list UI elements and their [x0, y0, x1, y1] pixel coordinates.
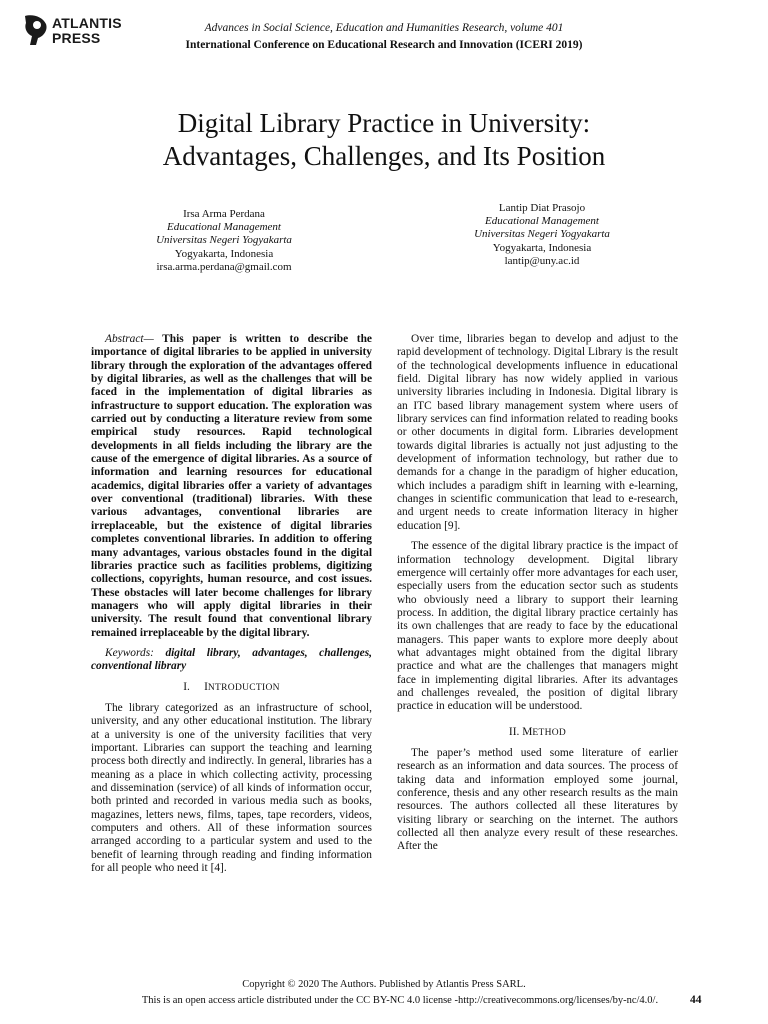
author-email[interactable]: irsa.arma.perdana@gmail.com: [156, 260, 292, 273]
section-heading-method: II. METHOD: [508, 725, 567, 738]
left-column: [91, 333, 372, 882]
intro-paragraph-1: The library categorized as an infrastructure of school, university, and any other educational institution. The library at a university is one of the university facilities that very important. Libraries can support the teaching and learning process both directly and indirectly. In general, libraries has a meaning as a place in which collecting activity, processing and dissemination (service) of all kinds of information occur, both printed and recorded in various media such as books, magazines, letters news, films, tapes, tape recorders, videos, computers and others. All of these information sources arranged according to a particular system and used to the benefit of learning through reading and finding information for all people who need it [4].: [91, 701, 372, 875]
keywords-label: Keywords:: [105, 646, 154, 659]
conference-header: International Conference on Educational Research and Innovation (ICERI 2019): [185, 39, 583, 51]
abstract-label: Abstract—: [105, 333, 154, 345]
author-university: Universitas Negeri Yogyakarta: [156, 234, 292, 247]
footer-license: This is an open access article distributed under the CC BY-NC 4.0 license -http://creativecommons.org/licenses/by-nc/4.0/.: [141, 995, 659, 1006]
intro-paragraph-3: The essence of the digital library practice is the impact of information technology development. Digital library emergence will certainly offer more advantages for each user, especially users from the education sector such as students who obviously need a library to support their learning process. In addition, the digital library practice certainly has its own challenges that are ready to face by the educational managers. This paper wants to explore more deeply about what advantages might obtained from the digital library practice and what are the challenges that managers might face in implementing digital libraries. After its advantages and challenges revealed, the position of digital library practice in education will be understood.: [397, 540, 678, 713]
author-email[interactable]: lantip@uny.ac.id: [504, 254, 580, 267]
paper-title: [0, 107, 768, 173]
intro-paragraph-2: Over time, libraries began to develop and adjust to the rapid development of technology. Digital Library is the result of the technological developments influence in educational field. Digital library has now widely applied in various university libraries including in Indonesia. Digital library is an ITC based library management system where users of library services can find information related to reading books or other documents in digital form. Libraries development towards digital libraries is actually not just adjusting to the development of information technology, but rather due to demands for a change in the paradigm of higher education, which includes a paradigm shift in learning with e-learning, changes in scientific communication that lead to e-research, and urgent needs to create information literacy in higher education [9].: [397, 333, 678, 532]
publisher-name-line2: PRESS: [52, 30, 101, 46]
abstract-text: This paper is written to describe the importance of digital libraries to be applied in university library through the exploration of the advantages offered by digital libraries, as well as the challenges that will be faced in the implementation of digital libraries as infrastructure to support education. The exploration was carried out by conducting a literature review from some empirical study resources. Rapid technological developments in all fields including the library are the cause of the emergence of digital libraries. As a source of information and learning resources for educational academics, digital libraries offer a variety of advantages over conventional (traditional) libraries. With these various advantages, conventional libraries are irreplaceable, but the existence of digital libraries completes conventional libraries. In addition to offering many advantages, various obstacles found in the digital libraries practice such as facilities problems, digitizing collections, copyrights, human resource, and cost issues. These obstacles will later become challenges for library managers who will apply digital libraries in their university. The result found that conventional library remained irreplaceable by the digital library.: [91, 333, 372, 639]
publisher-name-line1: ATLANTIS: [52, 15, 122, 31]
page-number: 44: [690, 994, 702, 1006]
author-block-2: [442, 202, 642, 268]
series-header: Advances in Social Science, Education and Humanities Research, volume 401: [204, 22, 564, 34]
title-line2: Advantages, Challenges, and Its Position: [162, 141, 606, 171]
author-dept: Educational Management: [485, 215, 599, 228]
abstract: [91, 333, 372, 640]
section-heading-introduction: I. INTRODUCTION: [183, 680, 280, 693]
author-dept: Educational Management: [167, 221, 281, 234]
author-name: Lantip Diat Prasojo: [498, 202, 586, 214]
title-line1: Digital Library Practice in University:: [177, 108, 591, 138]
keywords: [91, 647, 372, 674]
author-city: Yogyakarta, Indonesia: [492, 241, 592, 254]
author-city: Yogyakarta, Indonesia: [174, 247, 274, 260]
method-paragraph-1: The paper’s method used some literature of earlier research as an information and data sources. The process of taking data and information employed some journal, conference, thesis and any other research results as the main resources. The authors collected all these literatures by visiting library or searching on the internet. The authors collected all then analyze every result of these researches. After the: [397, 746, 678, 853]
keywords-text: digital library, advantages, challenges, conventional library: [91, 646, 372, 673]
author-name: Irsa Arma Perdana: [183, 208, 265, 220]
author-university: Universitas Negeri Yogyakarta: [474, 228, 610, 241]
author-block-1: [124, 208, 324, 274]
footer-copyright: Copyright © 2020 The Authors. Published by Atlantis Press SARL.: [242, 979, 526, 990]
right-column: [397, 333, 678, 861]
